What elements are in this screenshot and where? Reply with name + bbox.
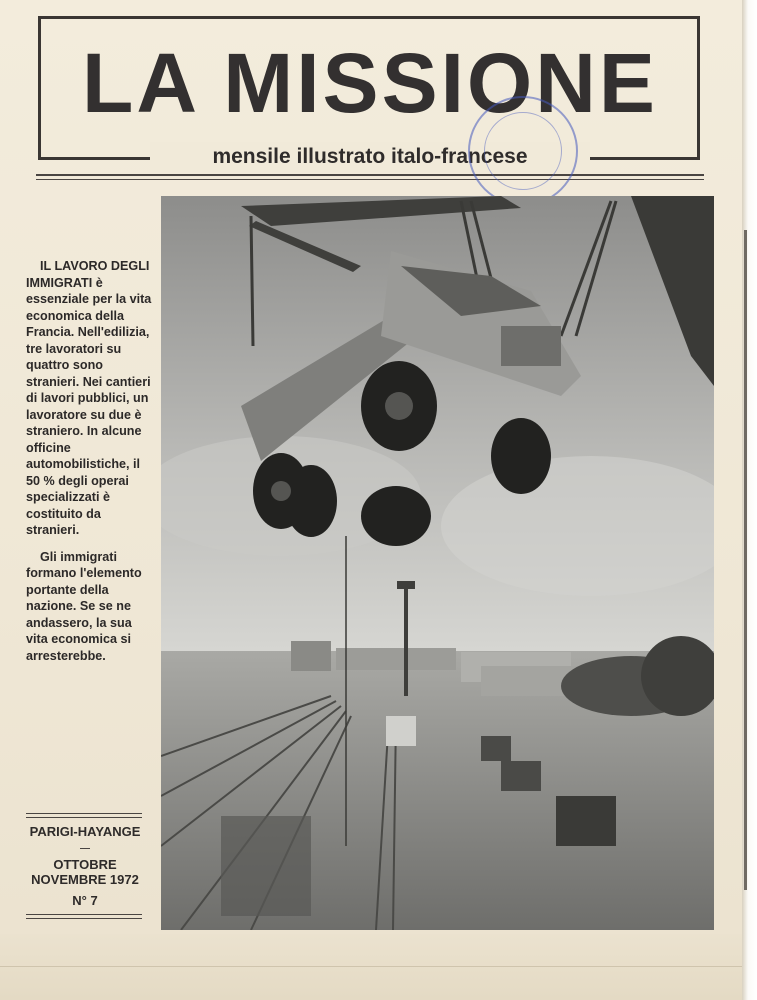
issue-dash — [80, 848, 90, 849]
page-bottom — [0, 934, 742, 1000]
masthead-rule — [36, 174, 704, 176]
masthead-rule-thin — [36, 179, 704, 180]
sidebar-divider — [26, 817, 142, 818]
sidebar-article — [26, 258, 152, 664]
page-edge — [742, 0, 757, 1000]
issue-place: PARIGI-HAYANGE — [29, 824, 141, 839]
issue-date: OTTOBRE NOVEMBRE 1972 — [31, 857, 139, 887]
sidebar-divider — [26, 914, 142, 915]
page-fold-line — [0, 966, 742, 967]
cover-photo — [161, 196, 714, 930]
issue-number: N° 7 — [72, 893, 98, 908]
truck-crane-photo — [161, 196, 714, 930]
sidebar-paragraph-2: Gli immigrati formano l'elemento portante della nazione. Se se ne andassero, la sua vita economica si arresterebbe. — [26, 549, 142, 663]
masthead-title: LA MISSIONE — [82, 36, 658, 130]
sidebar-divider — [26, 813, 142, 814]
sidebar-paragraph-1: IL LAVORO DEGLI IMMIGRATI è essenziale per la vita economica della Francia. Nell'edilizia, tre lavoratori su quattro sono stranieri. Nei cantieri di lavori pubblici, un lavoratore su due è straniero. In alcune officine automobilistiche, il 50 % degli operai specializzati è costituito da stranieri. — [26, 259, 152, 537]
sidebar-divider — [26, 918, 142, 919]
library-stamp-inner — [484, 112, 562, 190]
masthead-subtitle: mensile illustrato italo-francese — [212, 145, 528, 168]
